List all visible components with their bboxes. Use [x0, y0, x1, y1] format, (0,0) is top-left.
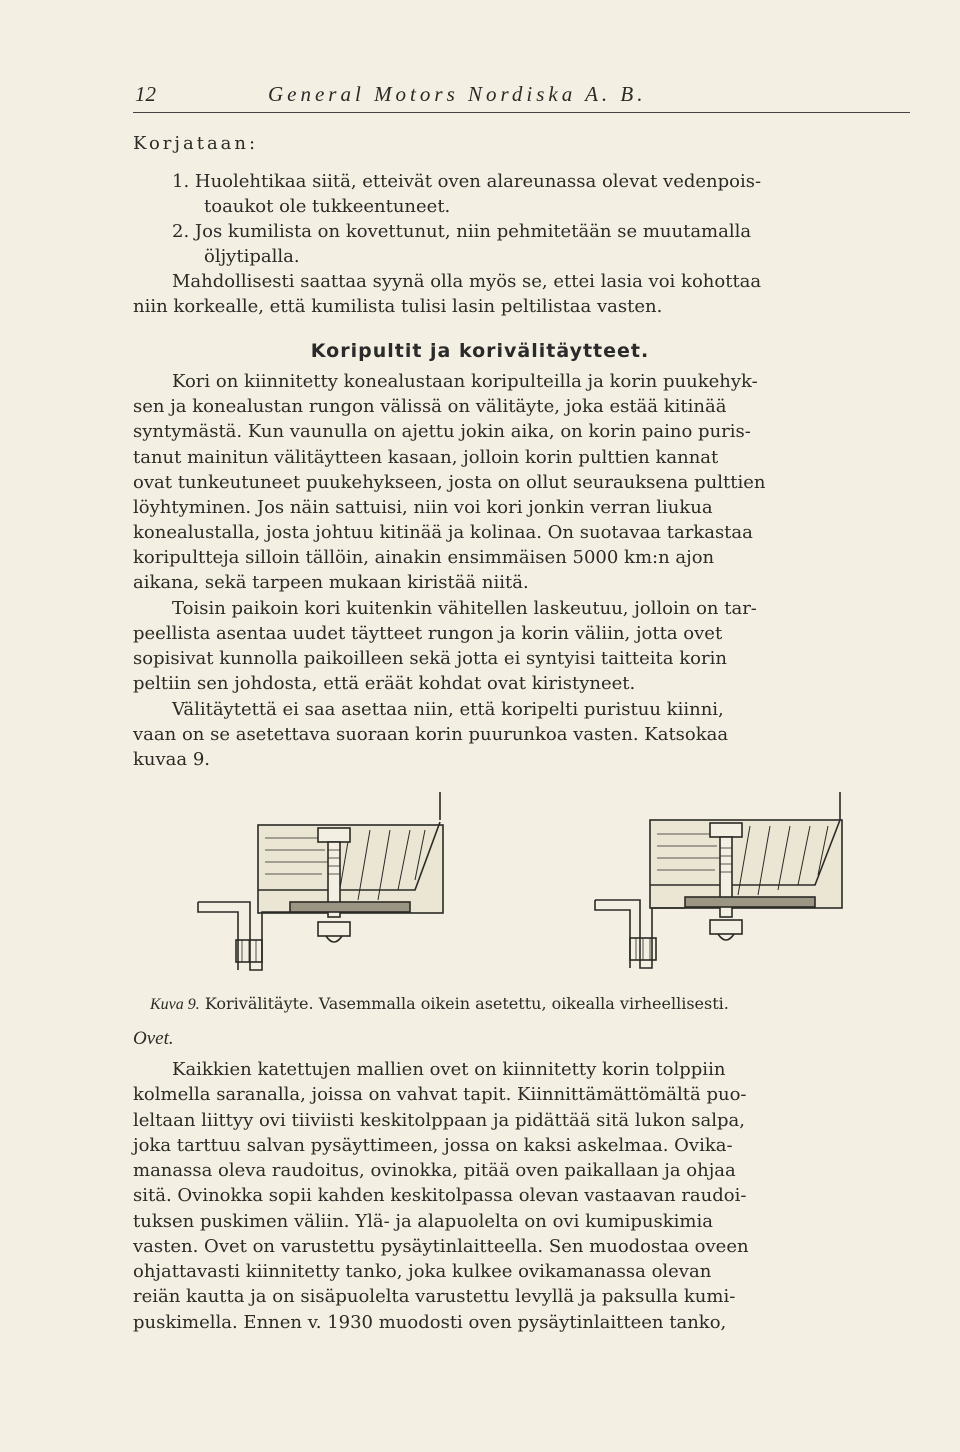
- item-2-line-1: 2. Jos kumilista on kovettunut, niin pehmitetään se muutamalla: [172, 221, 752, 242]
- body-line: ovat tunkeutuneet puukehykseen, josta on ollut seurauksena pulttien: [133, 472, 766, 493]
- page-header: [133, 78, 910, 113]
- item-1-line-2: toaukot ole tukkeentuneet.: [204, 196, 451, 217]
- body-line: Toisin paikoin kori kuitenkin vähitellen laskeutuu, jolloin on tar-: [172, 598, 757, 619]
- body-line: Välitäytettä ei saa asettaa niin, että koripelti puristuu kiinni,: [172, 699, 724, 720]
- doors-line: manassa oleva raudoitus, ovinokka, pitää oven paikallaan ja ohjaa: [133, 1160, 736, 1181]
- item-1-line-1: 1. Huolehtikaa siitä, etteivät oven alareunassa olevat vedenpois-: [172, 171, 762, 192]
- intro-label: Korjataan:: [133, 133, 259, 154]
- item-2-line-2: öljytipalla.: [204, 246, 300, 267]
- doors-line: sitä. Ovinokka sopii kahden keskitolpassa olevan vastaavan raudoi-: [133, 1185, 747, 1206]
- body-line: sen ja konealustan rungon välissä on välitäyte, joka estää kitinää: [133, 396, 727, 417]
- doors-line: leltaan liittyy ovi tiiviisti keskitolppaan ja pidättää sitä lukon salpa,: [133, 1110, 745, 1131]
- section-heading: Koripultit ja korivälitäytteet.: [310, 340, 650, 362]
- body-line: peltiin sen johdosta, että eräät kohdat ovat kiristyneet.: [133, 673, 636, 694]
- body-line: löyhtyminen. Jos näin sattuisi, niin voi kori jonkin verran liukua: [133, 497, 713, 518]
- figure-caption: [150, 994, 729, 1014]
- paragraph-line: Mahdollisesti saattaa syynä olla myös se, ettei lasia voi kohottaa: [172, 271, 762, 292]
- figure-9-illustration: [190, 790, 910, 990]
- doors-line: kolmella saranalla, joissa on vahvat tapit. Kiinnittämättömältä puo-: [133, 1084, 747, 1105]
- section-heading-ovet: Ovet.: [133, 1028, 174, 1049]
- body-line: konealustalla, josta johtuu kitinää ja kolinaa. On suotavaa tarkastaa: [133, 522, 753, 543]
- body-line: vaan on se asetettava suoraan korin puurunkoa vasten. Katsokaa: [133, 724, 729, 745]
- left-correct-diagram: [198, 792, 443, 970]
- body-line: Kori on kiinnitetty konealustaan koripulteilla ja korin puukehyk-: [172, 371, 758, 392]
- body-line: syntymästä. Kun vaunulla on ajettu jokin aika, on korin paino puris-: [133, 421, 751, 442]
- doors-line: Kaikkien katettujen mallien ovet on kiinnitetty korin tolppiin: [172, 1059, 726, 1080]
- caption-text: Korivälitäyte. Vasemmalla oikein asetettu, oikealla virheellisesti.: [204, 994, 729, 1013]
- running-title: General Motors Nordiska A. B.: [268, 82, 647, 106]
- body-line: aikana, sekä tarpeen mukaan kiristää niitä.: [133, 572, 529, 593]
- body-line: koripultteja silloin tällöin, ainakin ensimmäisen 5000 km:n ajon: [133, 547, 715, 568]
- body-line: peellista asentaa uudet täytteet rungon ja korin väliin, jotta ovet: [133, 623, 723, 644]
- doors-line: vasten. Ovet on varustettu pysäytinlaitteella. Sen muodostaa oveen: [133, 1236, 749, 1257]
- page-number: 12: [135, 82, 156, 106]
- doors-line: puskimella. Ennen v. 1930 muodosti oven pysäytinlaitteen tanko,: [133, 1312, 727, 1333]
- body-line: sopisivat kunnolla paikoilleen sekä jotta ei syntyisi taitteita korin: [133, 648, 727, 669]
- right-incorrect-diagram: [595, 792, 842, 968]
- doors-line: reiän kautta ja on sisäpuolelta varustettu levyllä ja paksulla kumi-: [133, 1286, 736, 1307]
- body-line: kuvaa 9.: [133, 749, 211, 770]
- doors-line: ohjattavasti kiinnitetty tanko, joka kulkee ovikamanassa olevan: [133, 1261, 712, 1282]
- body-line: tanut mainitun välitäytteen kasaan, jolloin korin pulttien kannat: [133, 447, 719, 468]
- caption-label: Kuva 9.: [150, 996, 200, 1013]
- doors-line: tuksen puskimen väliin. Ylä- ja alapuolelta on ovi kumipuskimia: [133, 1211, 713, 1232]
- paragraph-line: niin korkealle, että kumilista tulisi lasin peltilistaa vasten.: [133, 296, 663, 317]
- doors-line: joka tarttuu salvan pysäyttimeen, jossa on kaksi askelmaa. Ovika-: [133, 1135, 733, 1156]
